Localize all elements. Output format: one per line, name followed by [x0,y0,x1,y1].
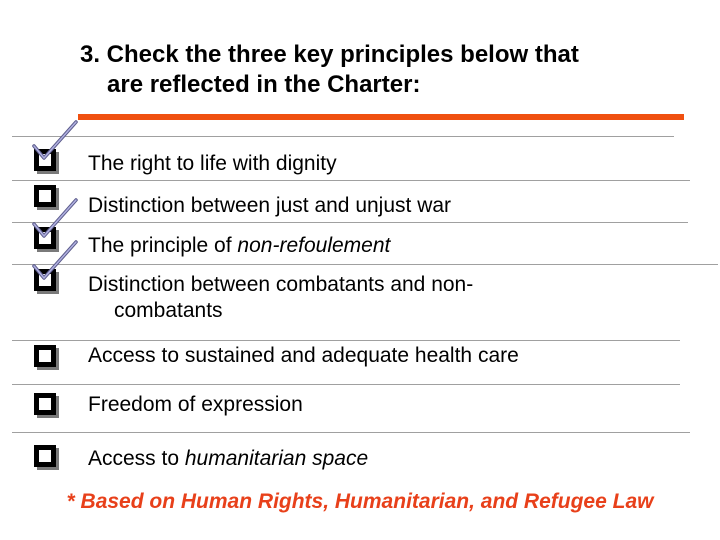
item-label-prefix: The principle of [88,234,238,257]
item-label-continued: combatants [114,299,223,322]
checkbox[interactable] [33,344,61,372]
item-label: Distinction between combatants and non- [88,273,474,296]
rule-line [12,384,680,385]
item-label: Access to sustained and adequate health care [88,344,519,367]
rule-line [12,340,680,341]
item-label-prefix: Access to [88,447,185,470]
rule-line [12,432,690,433]
rule-line [12,180,690,181]
item-label-italic: humanitarian space [184,447,369,470]
item-label: Distinction between just and unjust war [88,194,452,217]
checkmark-icon [28,196,82,242]
slide-title [80,40,680,100]
list-item [88,343,519,369]
title-line-1: 3. Check the three key principles below that [80,41,579,68]
list-item [88,392,303,418]
list-item [88,233,390,259]
footnote: * Based on Human Rights, Humanitarian, and Refugee Law [66,490,654,513]
item-label: Freedom of expression [88,393,303,416]
list-item [88,193,451,219]
title-line-2: are reflected in the Charter: [107,71,421,98]
list-item [88,446,368,472]
checkbox[interactable] [33,392,61,420]
rule-line [12,264,718,265]
list-item [88,151,337,177]
rule-line [12,222,688,223]
item-label: The right to life with dignity [88,152,337,175]
rule-line [12,136,674,137]
list-item [88,272,473,324]
checkmark-icon [28,118,82,164]
title-underline-bar [78,114,684,120]
checkmark-icon [28,238,82,284]
checkbox[interactable] [33,444,61,472]
item-label-italic: non-refoulement [237,234,391,257]
